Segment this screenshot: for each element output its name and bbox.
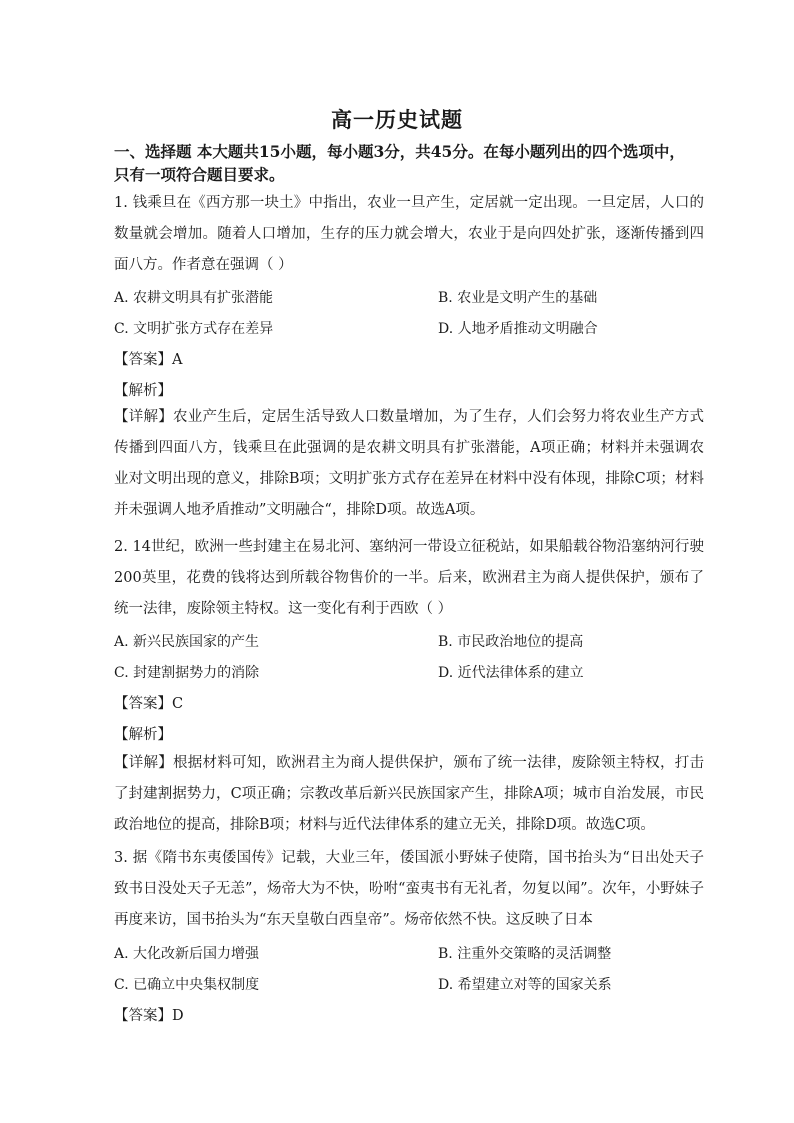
question-2-analysis-label: 【解析】 <box>114 727 172 743</box>
question-3-option-c: C. 已确立中央集权制度 <box>114 977 260 993</box>
question-1-option-d: D. 人地矛盾推动文明融合 <box>438 321 598 337</box>
question-1-answer: 【答案】A <box>114 352 183 368</box>
question-1-option-c: C. 文明扩张方式存在差异 <box>114 321 274 337</box>
question-2-option-b: B. 市民政治地位的提高 <box>438 634 584 650</box>
question-1-options-row-1 <box>114 287 704 309</box>
question-1-stem: 1. 钱乘旦在《西方那一块土》中指出，农业一旦产生，定居就一定出现。一旦定居，人口的数量就会增加。随着人口增加，生存的压力就会增大，农业于是向四处扩张，逐渐传播到四面八方。作者意在强调（ ） <box>114 195 704 273</box>
question-1-detail: 【详解】农业产生后，定居生活导致人口数量增加，为了生存，人们会努力将农业生产方式传播到四面八方，钱乘旦在此强调的是农耕文明具有扩张潜能，A项正确；材料并未强调农业对文明出现的意义，排除B项；文明扩张方式存在差异在材料中没有体现，排除C项；材料并未强调人地矛盾推动”文明融合“，排除D项。故选A项。 <box>114 409 704 518</box>
question-3-stem: 3. 据《隋书东夷倭国传》记载，大业三年，倭国派小野妹子使隋，国书抬头为“日出处天子致书日没处天子无恙”，炀帝大为不快，吩咐“蛮夷书有无礼者，勿复以闻”。次年，小野妹子再度来访，国书抬头为“东天皇敬白西皇帝”。炀帝依然不快。这反映了日本 <box>114 850 704 928</box>
question-3-options-row-2 <box>114 974 704 996</box>
question-3-options-row-1 <box>114 943 704 965</box>
question-2-options-row-1 <box>114 631 704 653</box>
question-2-option-a: A. 新兴民族国家的产生 <box>114 634 260 650</box>
question-3-option-b: B. 注重外交策略的灵活调整 <box>438 946 612 962</box>
section-heading-line-1: 一、选择题 本大题共15小题，每小题3分，共45分。在每小题列出的四个选项中， <box>114 142 685 161</box>
question-1-option-b: B. 农业是文明产生的基础 <box>438 290 598 306</box>
question-3-answer: 【答案】D <box>114 1008 184 1024</box>
section-heading <box>114 140 704 186</box>
question-1-analysis-label: 【解析】 <box>114 383 172 399</box>
question-3-option-a: A. 大化改新后国力增强 <box>114 946 260 962</box>
question-1-options-row-2 <box>114 318 704 340</box>
question-2-stem: 2. 14世纪，欧洲一些封建主在易北河、塞纳河一带设立征税站，如果船载谷物沿塞纳河行驶200英里，花费的钱将达到所载谷物售价的一半。后来，欧洲君主为商人提供保护，颁布了统一法律，废除领主特权。这一变化有利于西欧（ ） <box>114 539 704 617</box>
question-3-option-d: D. 希望建立对等的国家关系 <box>438 977 612 993</box>
question-1-option-a: A. 农耕文明具有扩张潜能 <box>114 290 274 306</box>
question-2-option-c: C. 封建割据势力的消除 <box>114 665 260 681</box>
question-2-detail: 【详解】根据材料可知，欧洲君主为商人提供保护，颁布了统一法律，废除领主特权，打击了封建割据势力，C项正确；宗教改革后新兴民族国家产生，排除A项；城市自治发展，市民政治地位的提高，排除B项；材料与近代法律体系的建立无关，排除D项。故选C项。 <box>114 755 704 833</box>
question-2-options-row-2 <box>114 662 704 684</box>
section-heading-line-2: 只有一项符合题目要求。 <box>114 165 285 184</box>
question-2-option-d: D. 近代法律体系的建立 <box>438 665 584 681</box>
question-2-answer: 【答案】C <box>114 696 184 712</box>
page-title: 高一历史试题 <box>331 107 463 132</box>
